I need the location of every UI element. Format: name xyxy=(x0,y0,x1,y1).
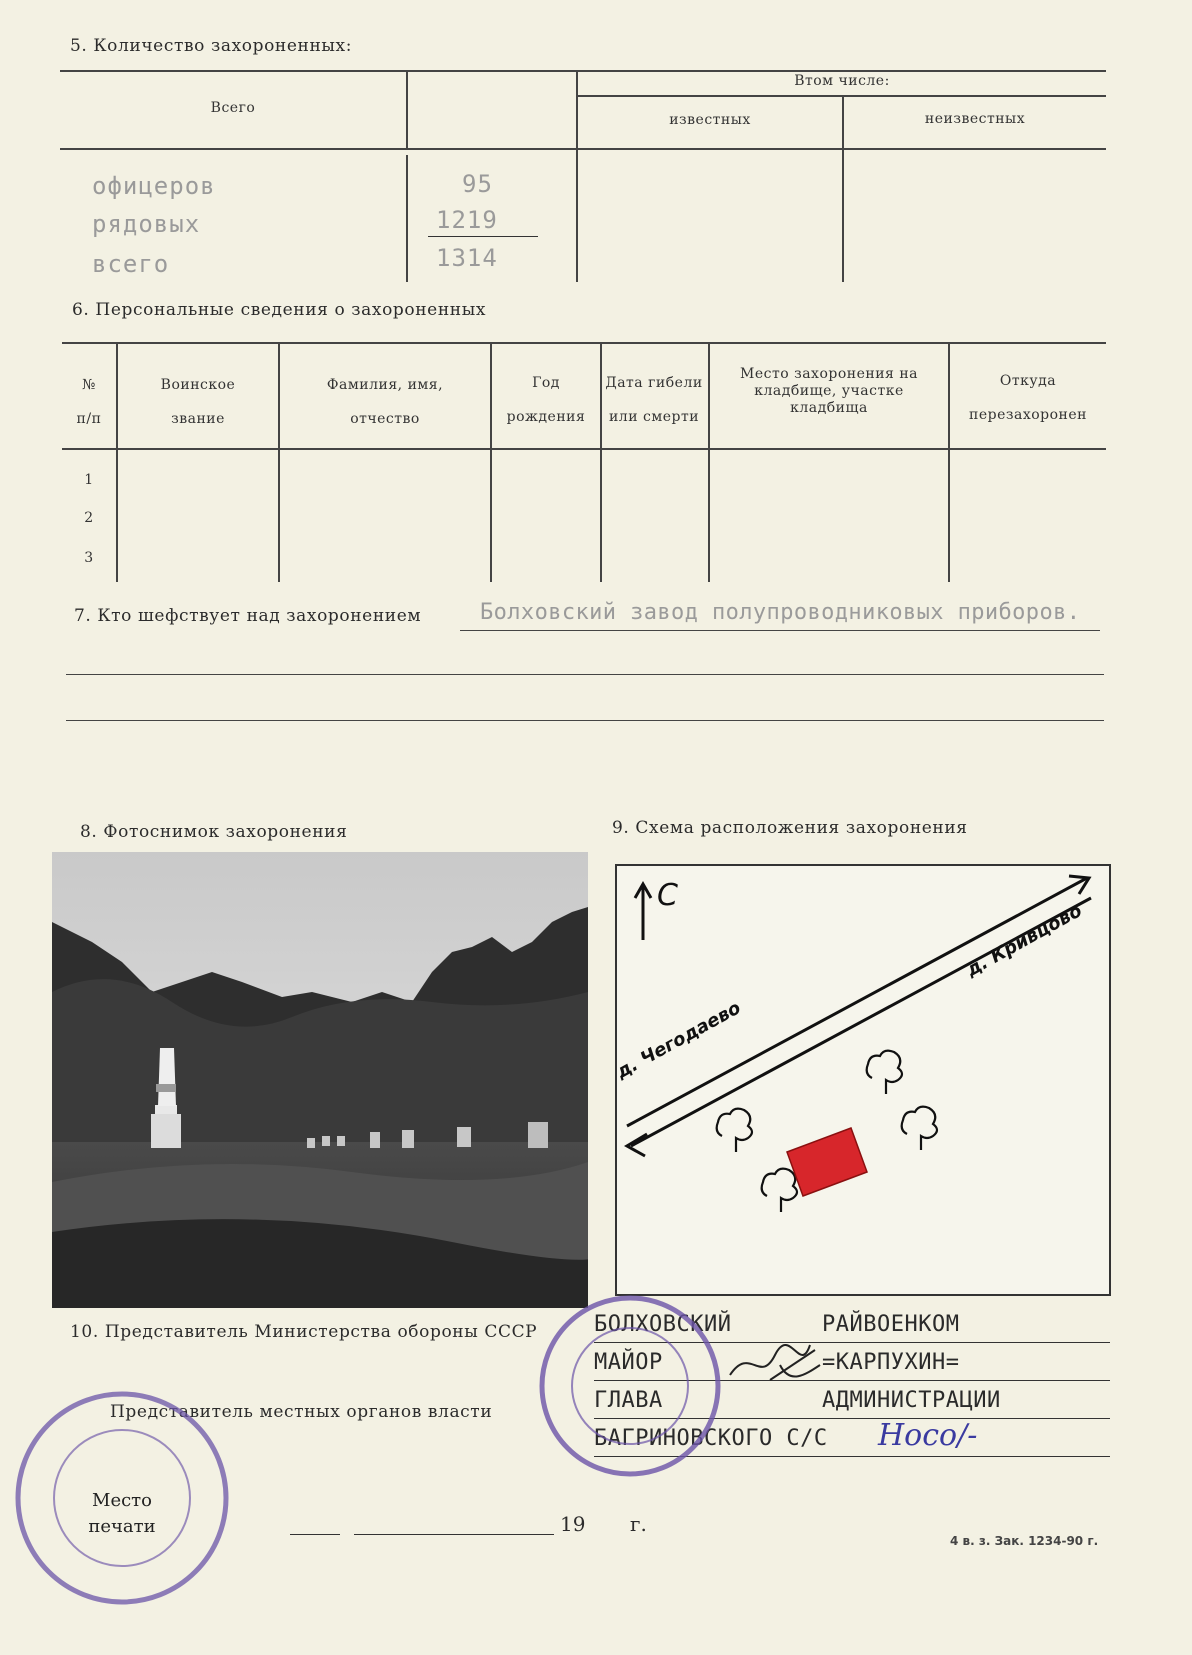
signatory-line2-left: МАЙОР xyxy=(594,1350,663,1375)
row-value-privates: 1219 xyxy=(436,206,498,234)
row-value-total: 1314 xyxy=(436,244,498,272)
patron-value: Болховский завод полупроводниковых приборов. xyxy=(480,600,1081,625)
header-birth-line1: Год xyxy=(532,375,560,391)
header-place-line3: кладбища xyxy=(790,400,868,416)
row-label-officers: офицеров xyxy=(92,172,216,200)
header-death-date xyxy=(600,366,708,434)
date-year-suffix: г. xyxy=(630,1512,647,1536)
section9-title: 9. Схема расположения захоронения xyxy=(612,818,968,838)
header-rank-line2: звание xyxy=(171,411,225,427)
row-value-officers: 95 xyxy=(462,170,493,198)
local-signature: Носо/- xyxy=(878,1418,978,1453)
date-day-line xyxy=(290,1534,340,1535)
header-birth-year xyxy=(492,366,600,434)
signatory-line1-left: БОЛХОВСКИЙ xyxy=(594,1312,732,1337)
header-place-line2: кладбище, участке xyxy=(754,383,904,399)
council-stamp xyxy=(530,1286,730,1486)
col-known-header: известных xyxy=(669,112,751,128)
rule xyxy=(460,630,1100,631)
signatory-line3-right: АДМИНИСТРАЦИИ xyxy=(822,1388,1001,1413)
seal-place-line1: Место xyxy=(92,1490,152,1511)
row-label-total: всего xyxy=(92,250,170,278)
header-num xyxy=(62,368,116,436)
col-unknown-header: неизвестных xyxy=(924,111,1026,127)
header-birth-line2: рождения xyxy=(506,409,586,425)
commissar-signature xyxy=(720,1335,830,1395)
header-name-line1: Фамилия, имя, xyxy=(326,377,444,393)
header-death-line2: или смерти xyxy=(608,409,700,425)
seal-place-line2: печати xyxy=(88,1516,156,1537)
header-place-line1: Место захоронения на xyxy=(739,366,919,382)
section5-title: 5. Количество захороненных: xyxy=(70,36,353,56)
date-month-line xyxy=(354,1534,554,1535)
section7-label: 7. Кто шефствует над захоронением xyxy=(74,606,422,626)
col-including-header: Втом числе: xyxy=(794,73,890,89)
section8-title: 8. Фотоснимок захоронения xyxy=(80,822,348,842)
rule xyxy=(576,70,578,282)
burial-photo-image xyxy=(52,852,588,1308)
signatory-line1-right: РАЙВОЕНКОМ xyxy=(822,1312,960,1337)
location-scheme xyxy=(612,864,1111,1296)
header-rank xyxy=(118,368,278,436)
road-label-left: д. Чегодаево xyxy=(612,997,745,1083)
header-origin-line1: Откуда xyxy=(999,373,1057,389)
col-total-header: Всего xyxy=(210,100,256,116)
table-row-number: 3 xyxy=(84,550,94,566)
row-label-privates: рядовых xyxy=(92,210,201,238)
table-row-number: 1 xyxy=(84,472,94,488)
header-origin xyxy=(950,364,1106,432)
header-death-line1: Дата гибели xyxy=(605,375,703,391)
header-num-line2: п/п xyxy=(76,411,102,427)
header-name-line2: отчество xyxy=(350,411,420,427)
header-rank-line1: Воинское xyxy=(160,377,236,393)
signatory-line3-left: ГЛАВА xyxy=(594,1388,663,1413)
section10-local-label: Представитель местных органов власти xyxy=(110,1402,493,1422)
burial-photo xyxy=(52,852,588,1308)
seal-place-label xyxy=(70,1488,174,1540)
rule xyxy=(406,70,408,150)
signatory-line2-right: =КАРПУХИН= xyxy=(822,1350,960,1375)
date-year-prefix: 19 xyxy=(560,1512,586,1536)
header-origin-line2: перезахоронен xyxy=(968,407,1087,423)
header-num-line1: № xyxy=(82,377,96,393)
rule xyxy=(66,674,1104,675)
print-info: 4 в. з. Зак. 1234-90 г. xyxy=(950,1534,1099,1548)
road-label-right: д. Кривцово xyxy=(962,900,1086,981)
rule xyxy=(60,70,1106,72)
table-row-number: 2 xyxy=(84,510,94,526)
sum-underline xyxy=(428,236,538,237)
header-burial-place xyxy=(710,366,948,417)
north-label: С xyxy=(657,878,678,913)
rule xyxy=(66,720,1104,721)
section6-title: 6. Персональные сведения о захороненных xyxy=(72,300,487,320)
signatory-line4: БАГРИНОВСКОГО С/С xyxy=(594,1426,828,1451)
header-name xyxy=(280,368,490,436)
rule xyxy=(60,148,1106,150)
section10-mo-label: 10. Представитель Министерства обороны СССР xyxy=(70,1322,538,1342)
rule xyxy=(406,155,408,282)
